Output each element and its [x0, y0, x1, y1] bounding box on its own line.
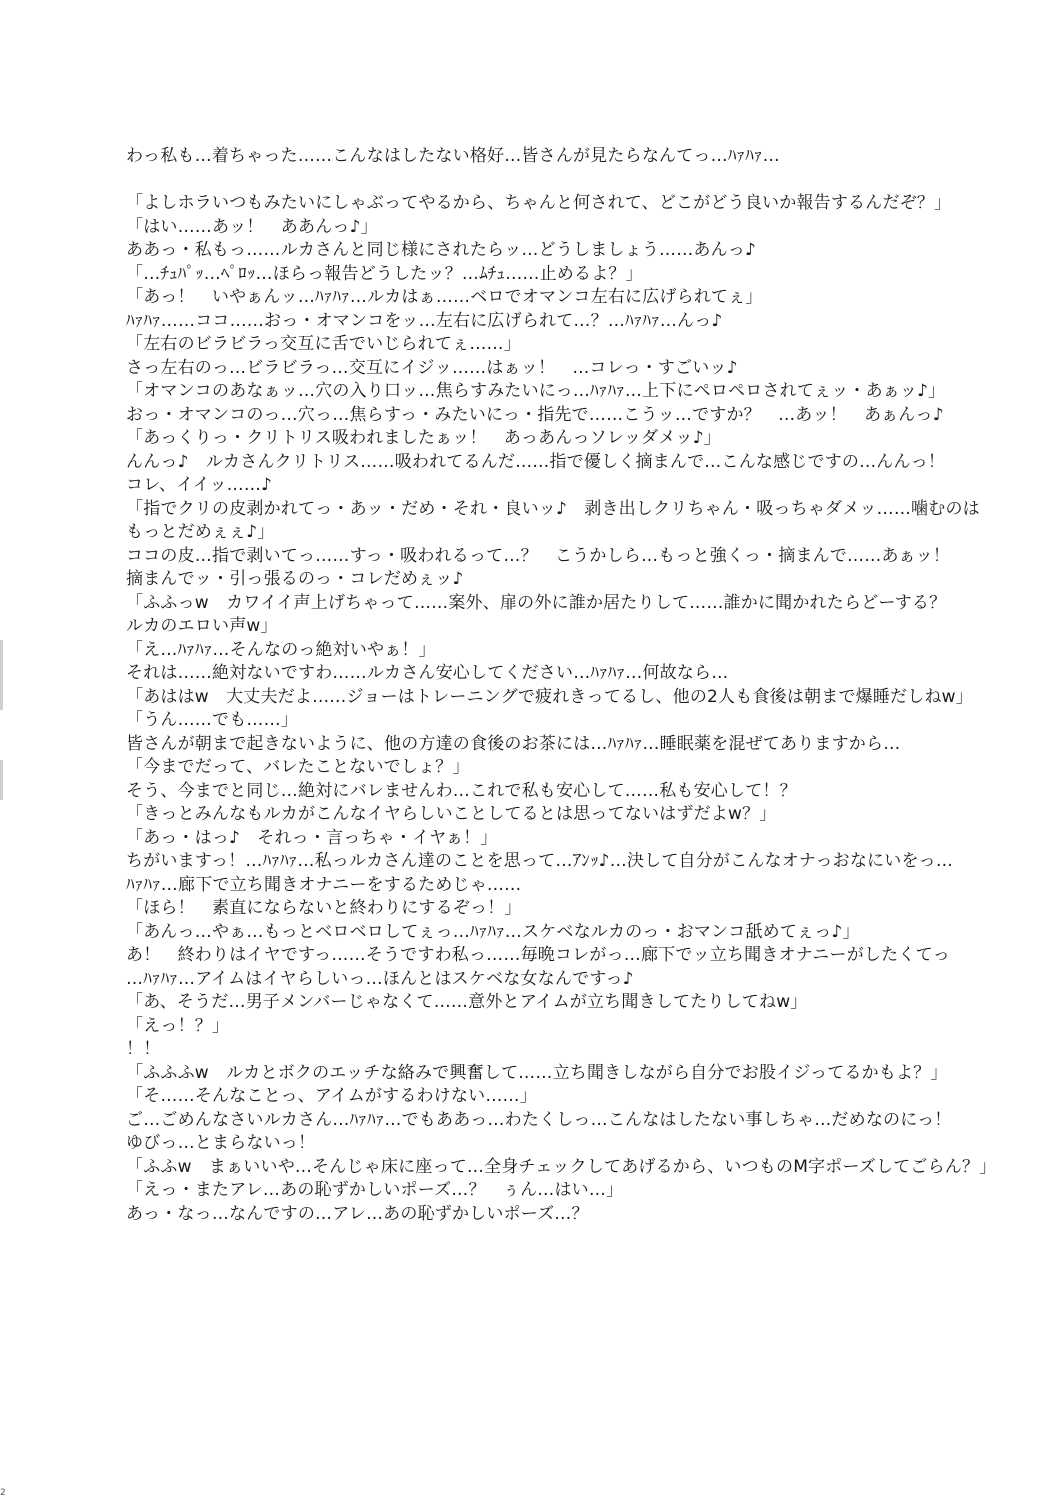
scan-edge-mark [0, 760, 3, 800]
text-line: 「左右のビラビラっ交互に舌でいじられてぇ……」 [126, 334, 521, 354]
text-line: 「あ、そうだ…男子メンバーじゃなくて……意外とアイムが立ち聞きしてたりしてねw」 [126, 992, 808, 1012]
text-line: 皆さんが朝まで起きないように、他の方達の食後のお茶には…ﾊｧﾊｧ…睡眠薬を混ぜてありますから… [126, 733, 901, 754]
text-line: 「えっ・またアレ…あの恥ずかしいポーズ…？ ぅん…はい…」 [126, 1180, 624, 1200]
text-line: …ﾊｧﾊｧ…アイムはイヤらしいっ…ほんとはスケベな女なんですっ♪ [126, 968, 634, 989]
text-line: さっ左右のっ…ビラビラっ…交互にイジッ……はぁッ！ …コレっ・すごいッ♪ [126, 357, 738, 378]
text-line: 「ふふふw ルカとボクのエッチな絡みで興奮して……立ち聞きしながら自分でお股イジってるかもよ？」 [126, 1062, 948, 1083]
text-line: わっ私も…着ちゃった……こんなはしたない格好…皆さんが見たらなんてっ…ﾊｧﾊｧ… [126, 146, 780, 166]
text-line: 「そ……そんなことっ、アイムがするわけない……」 [126, 1086, 537, 1106]
text-line: ちがいますっ！…ﾊｧﾊｧ…私っルカさん達のことを思って…ｱﾝｯ♪…決して自分がこんなオナっおなにいをっ… [126, 851, 954, 871]
text-line: 「ほら！ 素直にならないと終わりにするぞっ！」 [126, 898, 522, 918]
text-line: そう、今までと同じ…絶対にバレませんわ…これで私も安心して……私も安心して！？ [126, 780, 797, 801]
text-line: ルカのエロい声w」 [126, 616, 278, 636]
body-text [126, 145, 1006, 1226]
text-line: ココの皮…指で剥いてっ……すっ・吸われるって…？ こうかしら…もっと強くっ・摘まんで……あぁッ！ [126, 545, 951, 566]
text-line: 「よしホラいつもみたいにしゃぶってやるから、ちゃんと何されて、どこがどう良いか報告するんだぞ？」 [126, 193, 952, 213]
text-line: ご…ごめんなさいルカさん…ﾊｧﾊｧ…でもああっ…わたくしっ…こんなはしたない事しちゃ…だめなのにっ！ [126, 1109, 952, 1130]
text-line: もっとだめぇぇ♪」 [126, 522, 275, 542]
page-number: 2 [0, 1488, 6, 1498]
text-line: 「…ﾁｭﾊﾟｯ…ﾍﾟﾛｯ…ほらっ報告どうしたッ？…ﾑﾁｭ……止めるよ？」 [126, 263, 643, 284]
text-line: ﾊｧﾊｧ……ココ……おっ・オマンコをッ…左右に広げられて…？…ﾊｧﾊｧ…んっ♪ [126, 310, 723, 331]
text-line: ゆびっ…とまらないっ！ [126, 1133, 316, 1153]
text-line: ！！ [126, 1039, 161, 1059]
text-line: 「えっ！？」 [126, 1015, 230, 1036]
text-line: 「あっくりっ・クリトリス吸われましたぁッ！ あっあんっソレッダメッ♪」 [126, 428, 721, 448]
text-line: コレ、イイッ……♪ [126, 475, 273, 495]
text-line: それは……絶対ないですわ……ルカさん安心してください…ﾊｧﾊｧ…何故なら… [126, 663, 729, 683]
text-line: 「あっ・はっ♪ それっ・言っちゃ・イヤぁ！」 [126, 827, 498, 848]
text-line: ああっ・私もっ……ルカさんと同じ様にされたらッ…どうしましょう……あんっ♪ [126, 240, 757, 260]
text-line: あ！ 終わりはイヤですっ……そうですわ私っ……毎晩コレがっ…廊下でッ立ち聞きオナニーがしたくてっ [126, 945, 950, 965]
text-line: 「指でクリの皮剥かれてっ・あッ・だめ・それ・良いッ♪ 剥き出しクリちゃん・吸っちゃダメッ……噛むのは [126, 498, 980, 519]
text-line: 「きっとみんなもルカがこんなイヤらしいことしてるとは思ってないはずだよw？」 [126, 804, 777, 824]
text-line: おっ・オマンコのっ…穴っ…焦らすっ・みたいにっ・指先で……こうッ…ですか？ …あッ！ あぁんっ♪ [126, 404, 944, 425]
text-line: あっ・なっ…なんですの…アレ…あの恥ずかしいポーズ…？ [126, 1203, 589, 1224]
text-line: 「ふふっw カワイイ声上げちゃって……案外、扉の外に誰か居たりして……誰かに聞かれたらどーする？ [126, 592, 947, 613]
text-line: ﾊｧﾊｧ…廊下で立ち聞きオナニーをするためじゃ…… [126, 874, 522, 895]
text-line: 「え…ﾊｧﾊｧ…そんなのっ絶対いやぁ！」 [126, 639, 436, 660]
text-line: 「はい……あッ！ ああんっ♪」 [126, 216, 378, 237]
text-line: 「あんっ…やぁ…もっとベロベロしてぇっ…ﾊｧﾊｧ…スケベなルカのっ・おマンコ舐めてぇっ♪」 [126, 921, 860, 942]
scan-edge-mark [0, 640, 3, 710]
text-line: 「あっ！ いやぁんッ…ﾊｧﾊｧ…ルカはぁ……ベロでオマンコ左右に広げられてぇ」 [126, 287, 763, 307]
text-line: んんっ♪ ルカさんクリトリス……吸われてるんだ……指で優しく摘まんで…こんな感じですの…んんっ！ [126, 451, 946, 472]
text-line: 「オマンコのあなぁッ…穴の入り口ッ…焦らすみたいにっ…ﾊｧﾊｧ…上下にペロペロされてぇッ・あぁッ♪」 [126, 381, 946, 401]
text-line: 「今までだって、バレたことないでしょ？」 [126, 757, 470, 777]
text-line: 「ふふw まぁいいや…そんじゃ床に座って…全身チェックしてあげるから、いつものM字ポーズしてごらん？」 [126, 1156, 997, 1177]
text-line: 「あははw 大丈夫だよ……ジョーはトレーニングで疲れきってるし、他の2人も食後は朝まで爆睡だしねw」 [126, 686, 973, 707]
text-line: 摘まんでッ・引っ張るのっ・コレだめぇッ♪ [126, 569, 464, 589]
text-line: 「うん……でも……」 [126, 710, 298, 730]
